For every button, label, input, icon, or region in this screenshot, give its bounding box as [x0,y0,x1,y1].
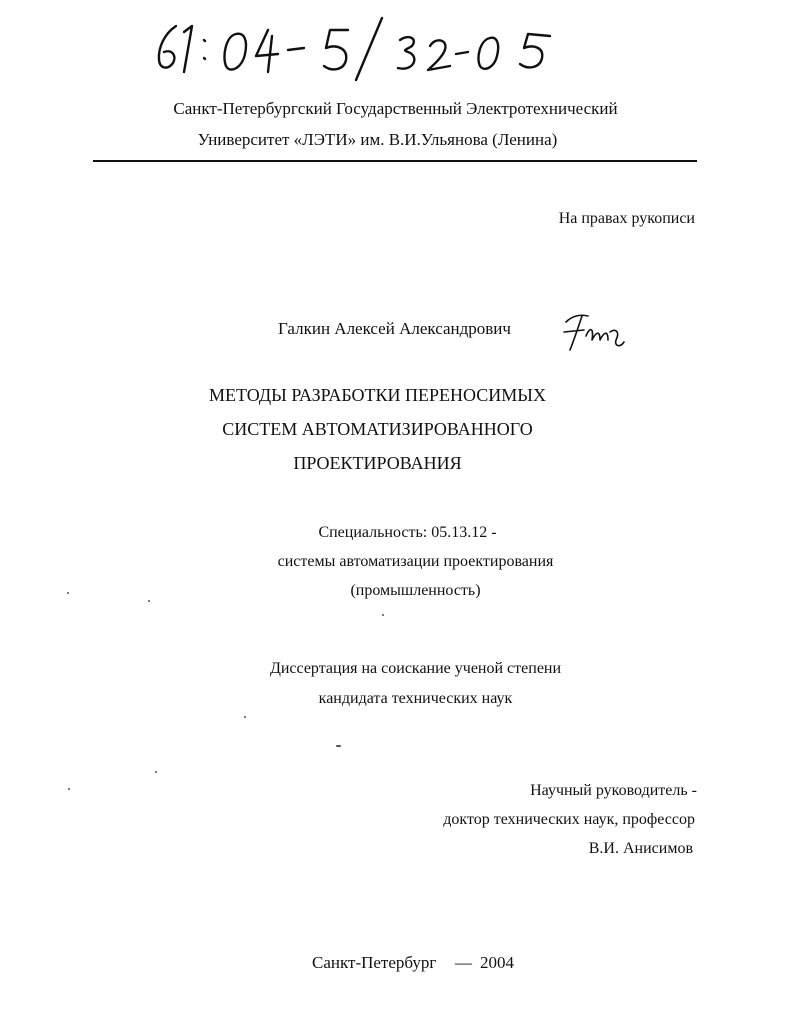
scan-speck [382,614,384,616]
specialty-industry: (промышленность) [350,582,481,599]
degree-line1: Диссертация на соискание ученой степени [269,660,562,677]
specialty-code: Специальность: 05.13.12 - [318,524,497,541]
institution-name-line1: Санкт-Петербургский Государственный Электротехнический [173,99,618,118]
header-divider [93,160,697,162]
footer-year: 2004 [480,953,514,972]
degree-line2: кандидата технических наук [318,690,513,707]
scan-speck [336,745,341,747]
thesis-title-line2: СИСТЕМ АВТОМАТИЗИРОВАННОГО [222,419,533,439]
scan-speck [148,600,150,602]
author-signature [560,306,630,356]
archive-number-drawing [150,14,620,84]
institution-name-line2: Университет «ЛЭТИ» им. В.И.Ульянова (Ленина) [197,130,558,149]
rights-note: На правах рукописи [558,210,695,227]
advisor-name: В.И. Анисимов [588,840,693,857]
thesis-title-line1: МЕТОДЫ РАЗРАБОТКИ ПЕРЕНОСИМЫХ [209,385,546,405]
scan-speck [68,788,70,790]
footer-city: Санкт-Петербург [312,953,437,972]
handwritten-archive-number [150,14,620,84]
footer-dash: — [455,953,472,972]
advisor-credentials: доктор технических наук, профессор [443,811,695,828]
scan-speck [244,716,246,718]
scan-speck [67,592,69,594]
thesis-title-line3: ПРОЕКТИРОВАНИЯ [293,453,462,473]
advisor-role: Научный руководитель - [530,782,697,799]
signature-drawing [560,306,630,356]
scan-speck [155,771,157,773]
author-name: Галкин Алексей Александрович [278,319,511,338]
specialty-name: системы автоматизации проектирования [277,553,554,570]
